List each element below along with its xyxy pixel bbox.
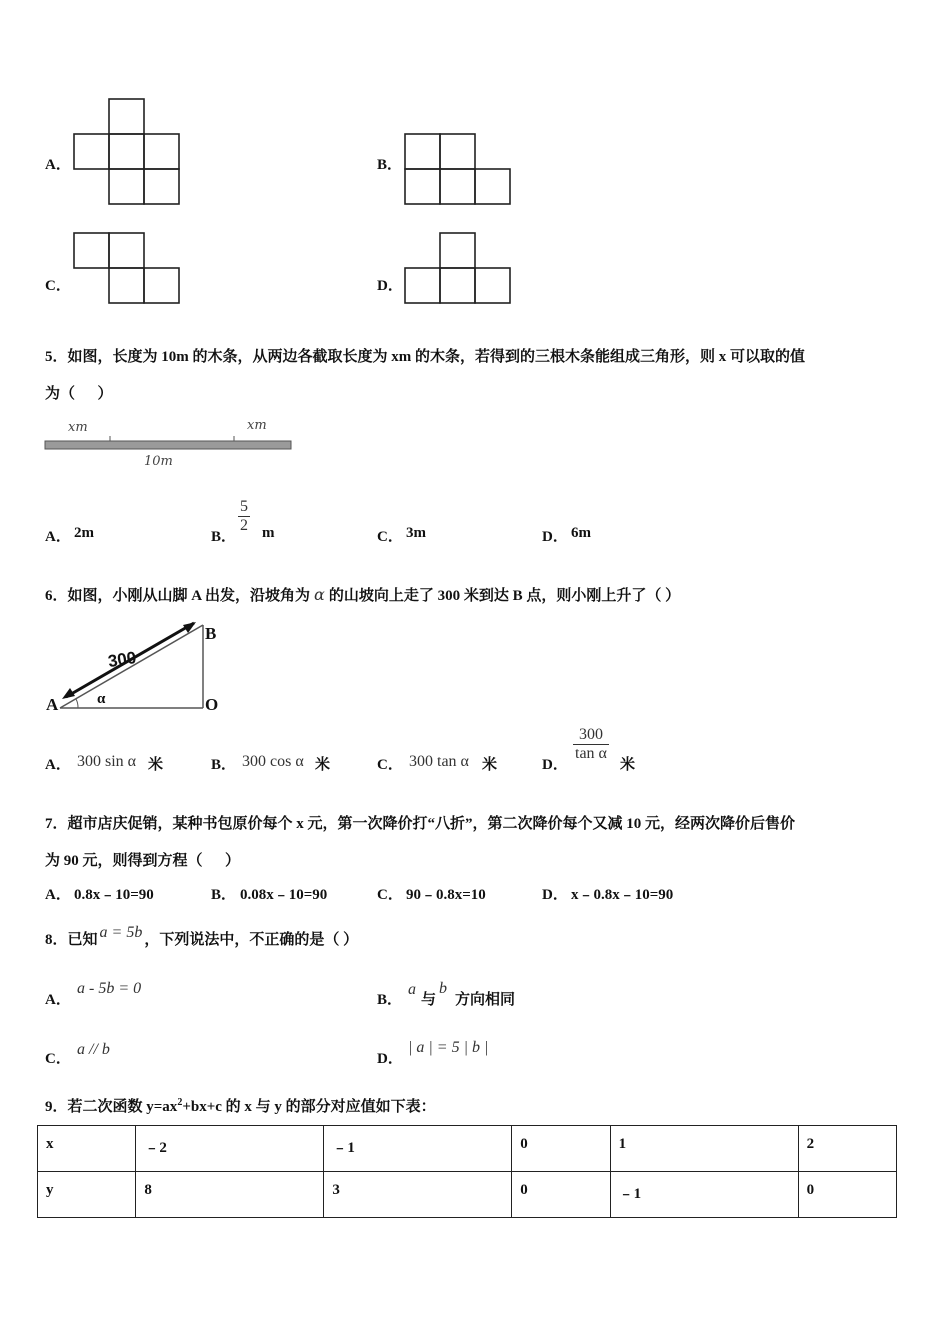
option-text: 6m <box>571 525 591 541</box>
option-letter: D． <box>377 278 403 294</box>
point-a-label: A <box>46 695 59 714</box>
option-letter: C． <box>45 1051 71 1067</box>
option-letter: C． <box>377 757 403 773</box>
option-text: 0.8x﹣10=90 <box>74 887 154 903</box>
table-cell: ﹣1 <box>324 1126 512 1172</box>
table-cell: x <box>38 1126 136 1172</box>
stem-before: 6．如图，小刚从山脚 A 出发，沿坡角为 <box>45 588 311 604</box>
option-letter: D． <box>542 887 568 903</box>
option-expr: 300 tan α <box>409 753 469 770</box>
option-expr: | a | = 5 | b | <box>408 1039 489 1056</box>
option-letter: A． <box>45 529 71 545</box>
point-b-label: B <box>205 624 217 643</box>
option-mid: 与 <box>421 992 437 1008</box>
alpha-symbol: α <box>314 585 325 604</box>
option-text: 90﹣0.8x=10 <box>406 887 486 903</box>
net-figure-b <box>403 132 515 208</box>
vector-b: b <box>439 980 447 997</box>
option-letter: C． <box>377 529 403 545</box>
option-letter: C． <box>45 278 71 294</box>
option-letter: D． <box>542 529 568 545</box>
fraction-300-over-tan <box>573 726 609 763</box>
option-letter: A． <box>45 887 71 903</box>
length-label: 300 <box>106 647 138 672</box>
value-table <box>37 1125 897 1218</box>
point-o-label: O <box>205 695 219 714</box>
q5-stem-line1: 5．如图，长度为 10m 的木条，从两边各截取长度为 xm 的木条，若得到的三根木条能组成三角形，则 x 可以取的值 <box>45 349 805 365</box>
net-figure-a <box>72 98 182 208</box>
option-letter: C． <box>377 887 403 903</box>
option-unit: m <box>262 525 275 541</box>
option-tail: 方向相同 <box>455 992 516 1008</box>
option-letter: B． <box>377 157 403 173</box>
option-letter: B． <box>211 529 237 545</box>
net-figure-d <box>403 231 515 307</box>
option-text: 0.08x﹣10=90 <box>240 887 328 903</box>
superscript: 2 <box>177 1097 183 1108</box>
option-unit: 米 <box>482 757 498 773</box>
left-cut-label: xm <box>68 420 88 435</box>
table-cell: 0 <box>512 1172 610 1218</box>
option-letter: B． <box>211 887 237 903</box>
denominator: 2 <box>240 517 248 534</box>
option-letter: B． <box>211 757 237 773</box>
denominator: tan α <box>575 745 607 762</box>
option-expr: a - 5b = 0 <box>77 980 142 997</box>
option-unit: 米 <box>148 757 164 773</box>
table-cell: 0 <box>798 1172 896 1218</box>
table-cell: ﹣1 <box>610 1172 798 1218</box>
table-cell: ﹣2 <box>136 1126 324 1172</box>
option-text: x﹣0.8x﹣10=90 <box>571 887 674 903</box>
vector-a: a <box>408 981 416 998</box>
option-text: 2m <box>74 525 94 541</box>
option-unit: 米 <box>620 757 636 773</box>
table-row <box>38 1126 897 1172</box>
wood-strip <box>44 434 294 454</box>
table-cell: 3 <box>324 1172 512 1218</box>
table-cell: 8 <box>136 1172 324 1218</box>
stem-after: ，下列说法中，不正确的是（ ） <box>144 932 359 948</box>
option-expr: a // b <box>77 1041 110 1058</box>
condition-expr: a = 5b <box>99 924 143 941</box>
numerator: 5 <box>240 498 248 515</box>
option-letter: A． <box>45 757 71 773</box>
table-cell: y <box>38 1172 136 1218</box>
q7-stem-line1: 7．超市店庆促销，某种书包原价每个 x 元，第一次降价打“八折”，第二次降价每个又减 10 元，经两次降价后售价 <box>45 816 796 832</box>
total-length-label: 10m <box>144 454 173 469</box>
option-expr: 300 sin α <box>77 753 137 770</box>
option-letter: A． <box>45 157 71 173</box>
q9-stem <box>45 1095 436 1116</box>
option-letter: D． <box>542 757 568 773</box>
table-cell: 2 <box>798 1126 896 1172</box>
stem-after: +bx+c 的 x 与 y 的部分对应值如下表： <box>182 1099 436 1115</box>
table-cell: 0 <box>512 1126 610 1172</box>
q7-stem-line2: 为 90 元，则得到方程（ ） <box>45 853 241 869</box>
numerator: 300 <box>573 726 609 745</box>
option-expr: 300 cos α <box>242 753 304 770</box>
option-letter: B． <box>377 992 403 1008</box>
angle-label: α <box>97 691 106 707</box>
option-unit: 米 <box>315 757 331 773</box>
net-figure-c <box>72 231 184 307</box>
fraction-five-halves <box>238 498 250 535</box>
q5-stem-line2: 为（ ） <box>45 386 113 402</box>
right-cut-label: xm <box>247 418 267 433</box>
stem-before: 9．若二次函数 y=ax <box>45 1099 178 1115</box>
stem-before: 8．已知 <box>45 932 98 948</box>
table-cell: 1 <box>610 1126 798 1172</box>
option-letter: A． <box>45 992 71 1008</box>
option-text: 3m <box>406 525 426 541</box>
table-row <box>38 1172 897 1218</box>
q6-stem <box>45 584 680 605</box>
q8-stem <box>45 924 359 949</box>
stem-after: 的山坡向上走了 300 米到达 B 点，则小刚上升了（ ） <box>328 588 681 604</box>
option-letter: D． <box>377 1051 403 1067</box>
